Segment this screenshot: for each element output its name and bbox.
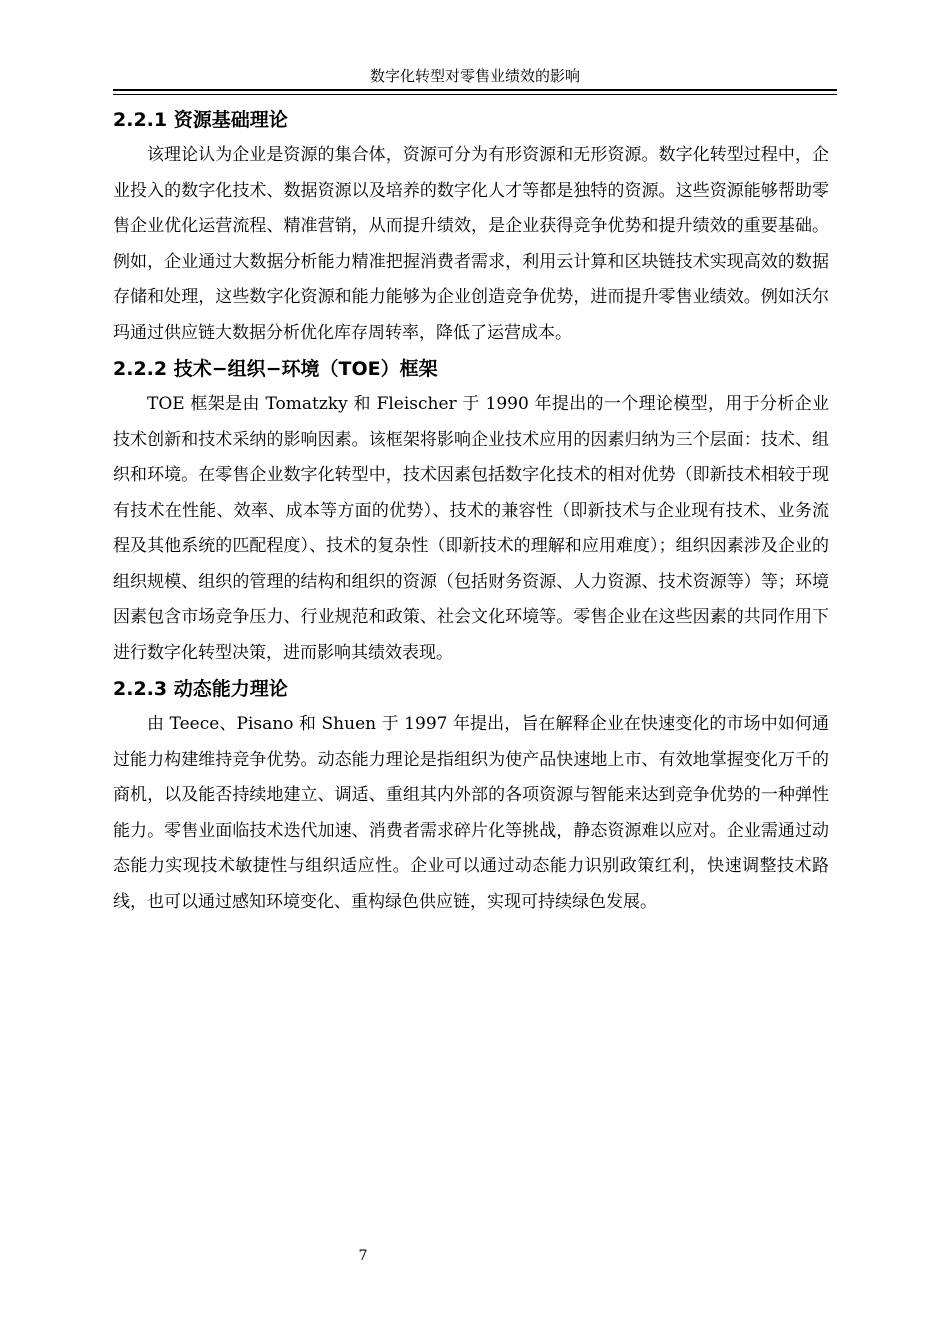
section-dynamic-capability-theory bbox=[113, 671, 829, 920]
section-paragraph: 该理论认为企业是资源的集合体，资源可分为有形资源和无形资源。数字化转型过程中，企业投入的数字化技术、数据资源以及培养的数字化人才等都是独特的资源。这些资源能够帮助零售企业优化运营流程、精准营销，从而提升绩效，是企业获得竞争优势和提升绩效的重要基础。例如，企业通过大数据分析能力精准把握消费者需求，利用云计算和区块链技术实现高效的数据存储和处理，这些数字化资源和能力能够为企业创造竞争优势，进而提升零售业绩效。例如沃尔玛通过供应链大数据分析优化库存周转率，降低了运营成本。 bbox=[113, 145, 829, 343]
section-resource-based-theory bbox=[113, 102, 829, 351]
section-paragraph: 由 Teece、Pisano 和 Shuen 于 1997 年提出，旨在解释企业在快速变化的市场中如何通过能力构建维持竞争优势。动态能力理论是指组织为使产品快速地上市、有效地掌握变化万千的商机，以及能否持续地建立、调适、重组其内外部的各项资源与智能来达到竞争优势的一种弹性能力。零售业面临技术迭代加速、消费者需求碎片化等挑战，静态资源难以应对。企业需通过动态能力实现技术敏捷性与组织适应性。企业可以通过动态能力识别政策红利，快速调整技术路线，也可以通过感知环境变化、重构绿色供应链，实现可持续绿色发展。 bbox=[113, 714, 829, 912]
section-heading: 2.2.3 动态能力理论 bbox=[113, 678, 288, 700]
section-heading: 2.2.1 资源基础理论 bbox=[113, 109, 288, 131]
body-content bbox=[113, 102, 829, 920]
section-paragraph: TOE 框架是由 Tomatzky 和 Fleischer 于 1990 年提出的一个理论模型，用于分析企业技术创新和技术采纳的影响因素。该框架将影响企业技术应用的因素归纳为三个层面：技术、组织和环境。在零售企业数字化转型中，技术因素包括数字化技术的相对优势（即新技术相较于现有技术在性能、效率、成本等方面的优势）、技术的兼容性（即新技术与企业现有技术、业务流程及其他系统的匹配程度）、技术的复杂性（即新技术的理解和应用难度）；组织因素涉及企业的组织规模、组织的管理的结构和组织的资源（包括财务资源、人力资源、技术资源等）等；环境因素包含市场竞争压力、行业规范和政策、社会文化环境等。零售企业在这些因素的共同作用下进行数字化转型决策，进而影响其绩效表现。 bbox=[113, 394, 829, 663]
section-heading: 2.2.2 技术−组织−环境（TOE）框架 bbox=[113, 358, 438, 380]
header-rule-thin bbox=[113, 94, 837, 95]
running-header: 数字化转型对零售业绩效的影响 bbox=[369, 67, 580, 85]
page-number: 7 bbox=[358, 1248, 368, 1264]
section-toe-framework bbox=[113, 351, 829, 671]
header-rule-thick bbox=[113, 89, 837, 91]
